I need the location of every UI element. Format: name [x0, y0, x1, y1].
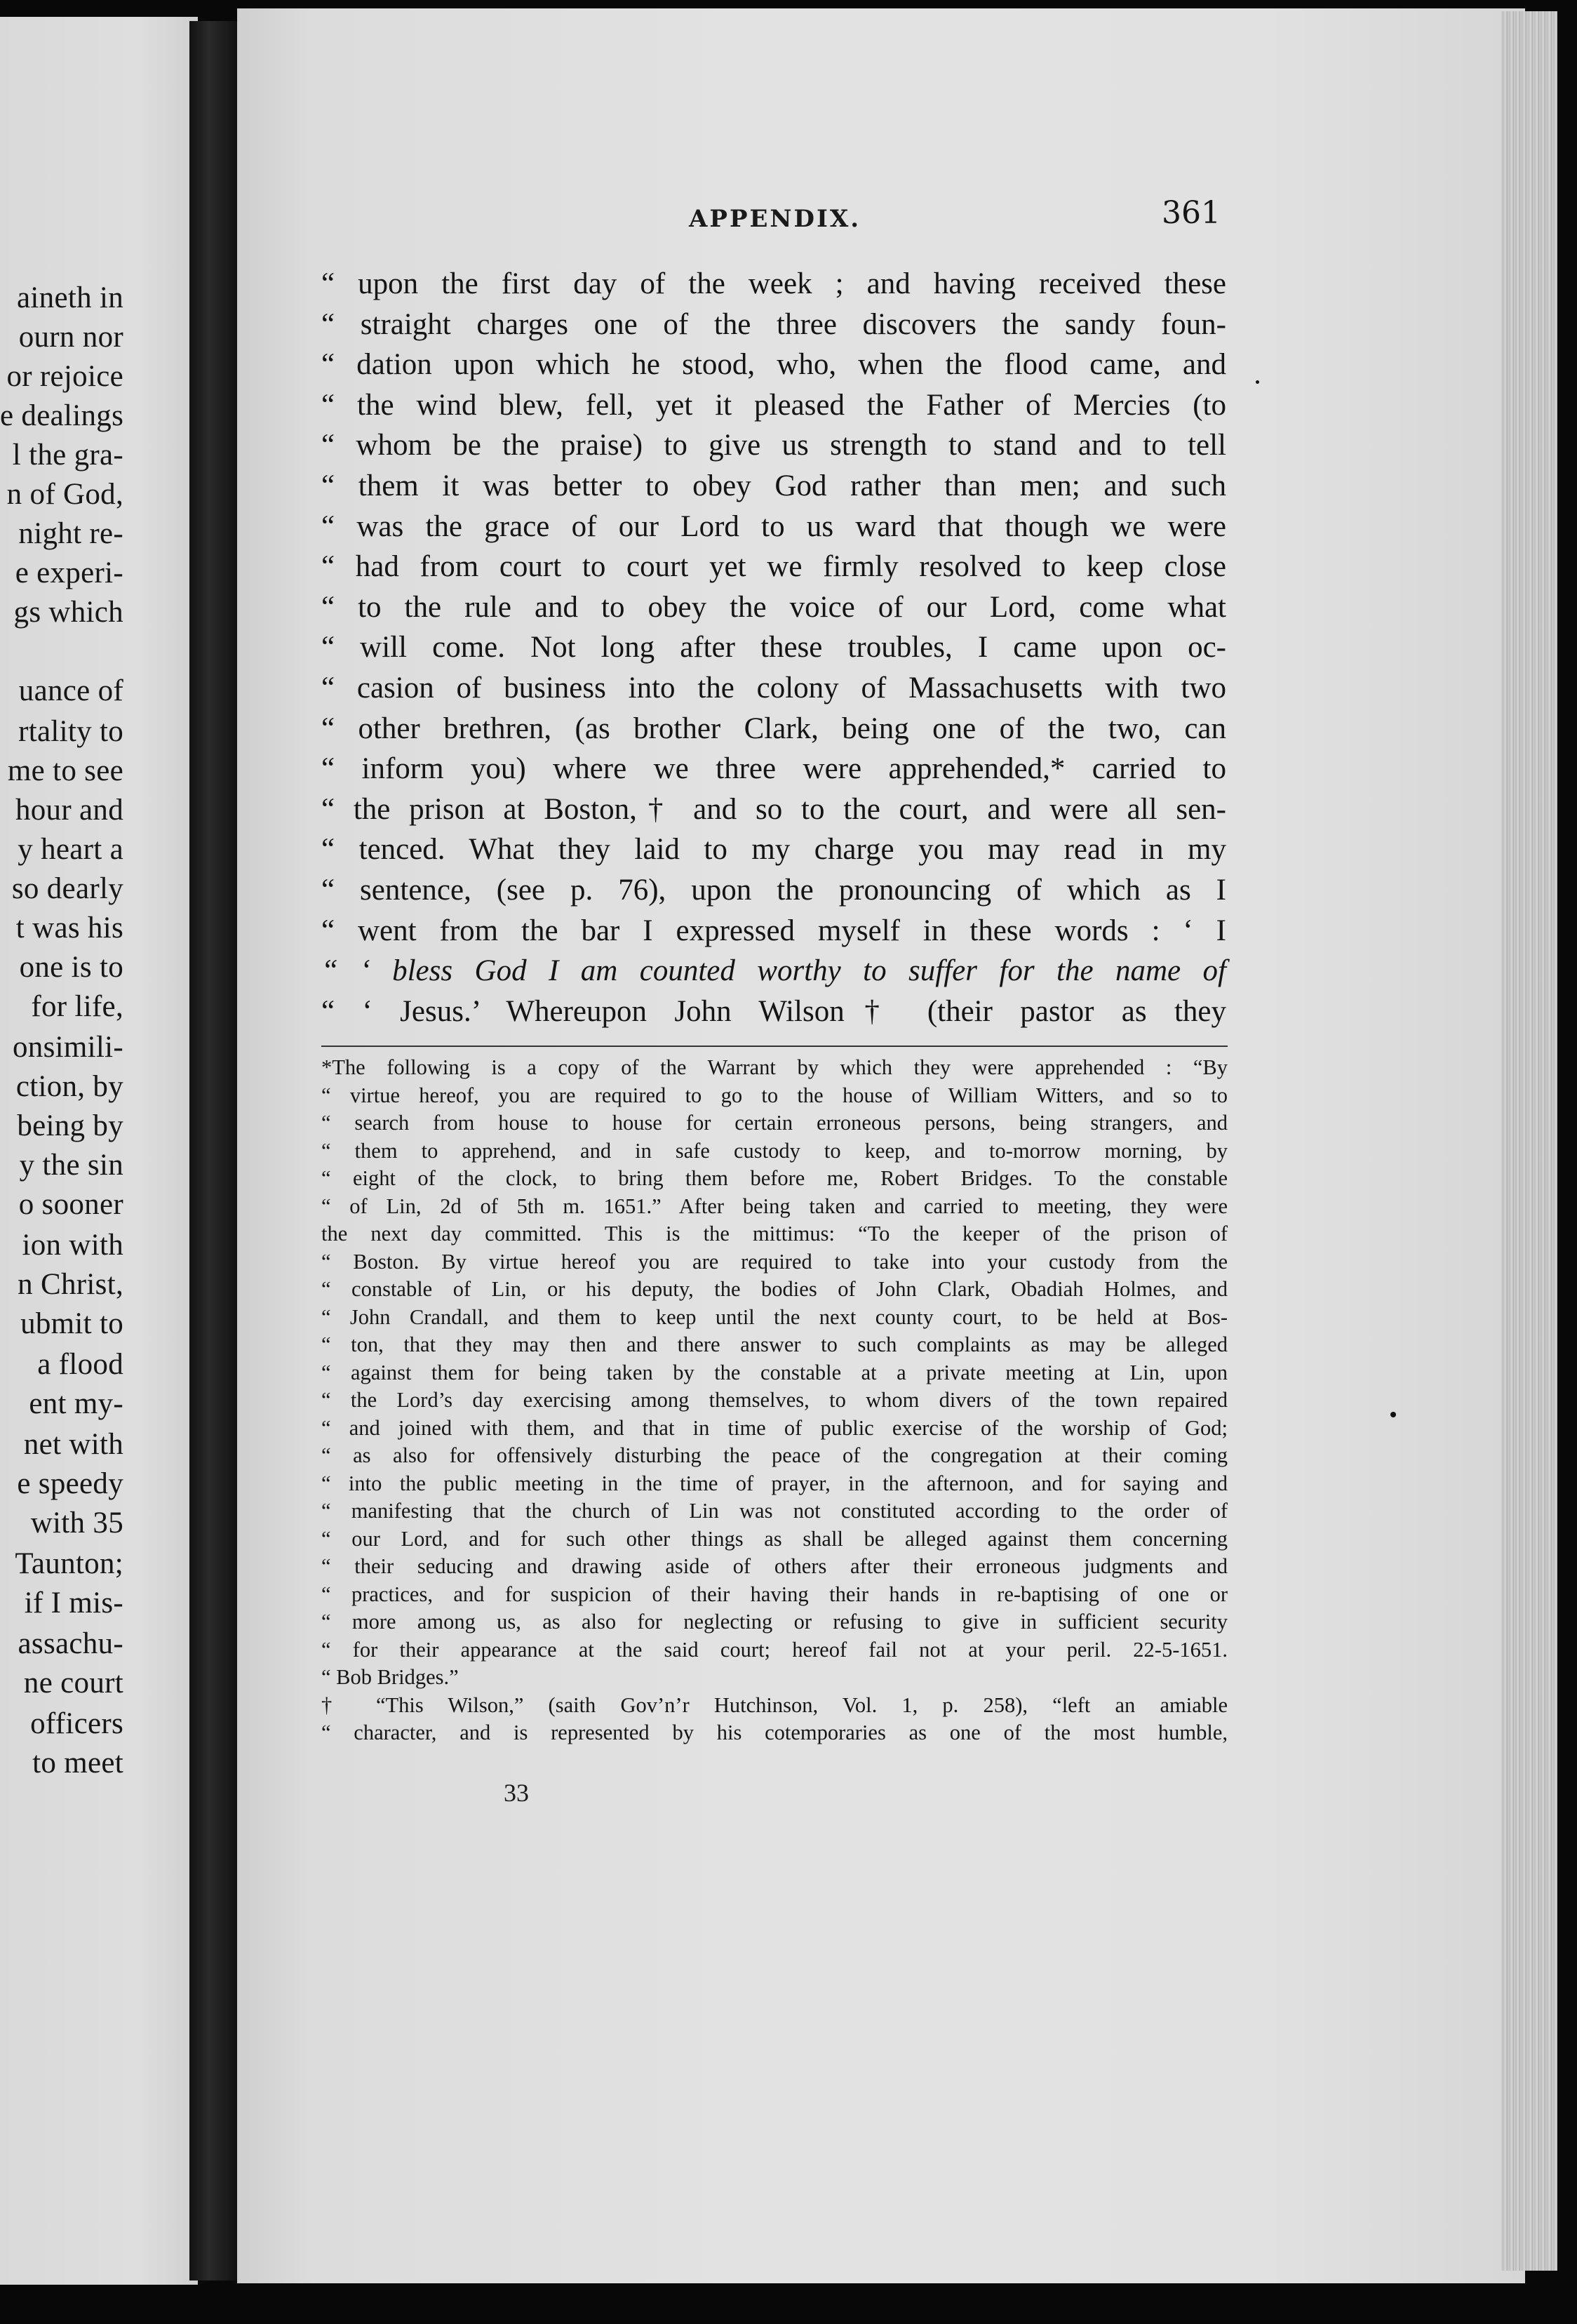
left-page-line: gs which	[13, 596, 123, 629]
body-line: “ the prison at Boston,† and so to the court, and were all sen-	[321, 793, 1226, 826]
left-page-line: ubmit to	[20, 1307, 123, 1340]
left-page-line: n Christ,	[18, 1268, 123, 1301]
book-gutter	[189, 21, 239, 2280]
left-page-line: or rejoice	[6, 360, 123, 393]
body-line: “ inform you) where we three were apprehended,* carried to	[321, 752, 1226, 785]
left-page-line: net with	[23, 1428, 123, 1461]
left-page-line: l the gra-	[12, 439, 123, 472]
body-line: “ them it was better to obey God rather than men; and such	[321, 469, 1226, 502]
footnote-line: “ virtue hereof, you are required to go to the house of William Witters, and so to	[321, 1083, 1228, 1107]
left-page-line: ne court	[23, 1667, 123, 1699]
footnote-line: “ more among us, as also for neglecting or refusing to give in sufficient security	[321, 1610, 1228, 1634]
footnote-line: “ ton, that they may then and there answer to such complaints as may be alleged	[321, 1333, 1228, 1356]
footnote-line: “ as also for offensively disturbing the peace of the congregation at their coming	[321, 1443, 1228, 1467]
footnote-line: “ search from house to house for certain erroneous persons, being strangers, and	[321, 1111, 1228, 1135]
left-page-line: ent my-	[29, 1387, 123, 1420]
footnote-line: “ eight of the clock, to bring them before me, Robert Bridges. To the constable	[321, 1166, 1228, 1190]
left-page-line: uance of	[18, 674, 123, 707]
body-line: “ sentence, (see p. 76), upon the pronouncing of which as I	[321, 874, 1226, 907]
left-page-line: o sooner	[18, 1188, 123, 1221]
body-line: “ whom be the praise) to give us strength to stand and to tell	[321, 429, 1226, 462]
footnote-line: “ for their appearance at the said court; hereof fail not at your peril. 22-5-1651.	[321, 1638, 1228, 1662]
body-line: “ tenced. What they laid to my charge you may read in my	[321, 833, 1226, 866]
left-page-line: being by	[17, 1109, 123, 1142]
left-page-line: e dealings	[0, 399, 124, 432]
left-page-line: ction, by	[15, 1070, 123, 1103]
footnote-line: “ of Lin, 2d of 5th m. 1651.” After being taken and carried to meeting, they were	[321, 1194, 1228, 1218]
left-page-line: ourn nor	[18, 321, 123, 354]
page-number: 361	[1162, 195, 1221, 231]
left-page-line: n of God,	[6, 478, 123, 511]
footnote-line: *The following is a copy of the Warrant by which they were apprehended : “By	[321, 1055, 1228, 1079]
left-page-line: rtality to	[18, 715, 123, 748]
left-page-line: one is to	[19, 951, 123, 984]
footnote-line: “ them to apprehend, and in safe custody to keep, and to-morrow morning, by	[321, 1139, 1228, 1163]
body-line: “ was the grace of our Lord to us ward that though we were	[321, 510, 1226, 543]
print-speck	[1390, 1412, 1396, 1417]
footnote-line: “ their seducing and drawing aside of others after their erroneous judgments and	[321, 1554, 1228, 1578]
page-edge	[1501, 11, 1557, 2271]
body-line: “ to the rule and to obey the voice of our Lord, come what	[321, 591, 1226, 624]
body-line: “ went from the bar I expressed myself in these words : ‘ I	[321, 914, 1226, 947]
body-line: “ ‘ bless God I am counted worthy to suffer for the name of	[321, 954, 1226, 987]
body-line: “ the wind blew, fell, yet it pleased the Father of Mercies (to	[321, 389, 1226, 422]
footnote-line: “ John Crandall, and them to keep until the next county court, to be held at Bos-	[321, 1305, 1228, 1329]
left-page-line: assachu-	[18, 1627, 123, 1660]
book-page	[237, 8, 1525, 2283]
footnote-line: “ our Lord, and for such other things as shall be alleged against them concerning	[321, 1527, 1228, 1551]
page-header	[237, 192, 1525, 234]
footnote-line: “ constable of Lin, or his deputy, the bodies of John Clark, Obadiah Holmes, and	[321, 1277, 1228, 1301]
left-page-line: to meet	[32, 1747, 123, 1779]
footnote-line: † “This Wilson,” (saith Gov’n’r Hutchinson, Vol. 1, p. 258), “left an amiable	[321, 1693, 1228, 1717]
left-page-line: y heart a	[18, 833, 123, 866]
body-line: “ ‘ Jesus.’ Whereupon John Wilson† (their pastor as they	[321, 995, 1226, 1028]
left-page-line: ion with	[22, 1229, 123, 1262]
left-page-line: Taunton;	[15, 1547, 123, 1580]
left-page-line: aineth in	[17, 281, 123, 314]
footnote-line: the next day committed. This is the mittimus: “To the keeper of the prison of	[321, 1222, 1228, 1246]
body-line: “ will come. Not long after these troubles, I came upon oc-	[321, 631, 1226, 664]
signature-mark: 33	[504, 1779, 529, 1807]
left-page-line: e experi-	[15, 556, 123, 589]
left-page-line: so dearly	[11, 872, 123, 905]
previous-page-fragment	[0, 17, 198, 2285]
left-page-line: officers	[30, 1707, 123, 1740]
footnote-line: “ practices, and for suspicion of their having their hands in re-baptising of one or	[321, 1582, 1228, 1606]
body-line: “ casion of business into the colony of Massachusetts with two	[321, 672, 1226, 704]
footnote-line: “ into the public meeting in the time of prayer, in the afternoon, and for saying and	[321, 1471, 1228, 1495]
left-page-line: if I mis-	[24, 1587, 123, 1620]
footnote-line: “ Boston. By virtue hereof you are required to take into your custody from the	[321, 1250, 1228, 1274]
footnote-line: “ manifesting that the church of Lin was not constituted according to the order of	[321, 1499, 1228, 1523]
left-page-line: for life,	[31, 990, 123, 1023]
footnote-line: “ against them for being taken by the constable at a private meeting at Lin, upon	[321, 1361, 1228, 1384]
footnote-line: “ and joined with them, and that in time of public exercise of the worship of God;	[321, 1416, 1228, 1440]
left-page-line: y the sin	[19, 1149, 123, 1182]
body-line: “ other brethren, (as brother Clark, being one of the two, can	[321, 712, 1226, 745]
footnote-line: “ the Lord’s day exercising among themselves, to whom divers of the town repaired	[321, 1388, 1228, 1412]
running-head: APPENDIX.	[689, 205, 861, 233]
body-line: “ straight charges one of the three discovers the sandy foun-	[321, 308, 1226, 341]
left-page-line: night re-	[18, 517, 123, 550]
footnote-line: “ Bob Bridges.”	[321, 1665, 459, 1689]
body-line: “ dation upon which he stood, who, when the flood came, and	[321, 348, 1226, 381]
left-page-line: e speedy	[17, 1467, 123, 1500]
left-page-line: a flood	[37, 1348, 123, 1381]
left-page-line: t was his	[15, 911, 123, 944]
body-line: “ upon the first day of the week ; and having received these	[321, 267, 1226, 300]
print-speck	[1256, 380, 1259, 384]
left-page-line: hour and	[15, 794, 123, 827]
body-line: “ had from court to court yet we firmly resolved to keep close	[321, 550, 1226, 583]
footnote-line: “ character, and is represented by his cotemporaries as one of the most humble,	[321, 1721, 1228, 1744]
left-page-line: with 35	[30, 1507, 123, 1540]
left-page-line: onsimili-	[13, 1031, 123, 1064]
footnote-rule	[321, 1046, 1228, 1047]
left-page-line: me to see	[7, 754, 123, 787]
